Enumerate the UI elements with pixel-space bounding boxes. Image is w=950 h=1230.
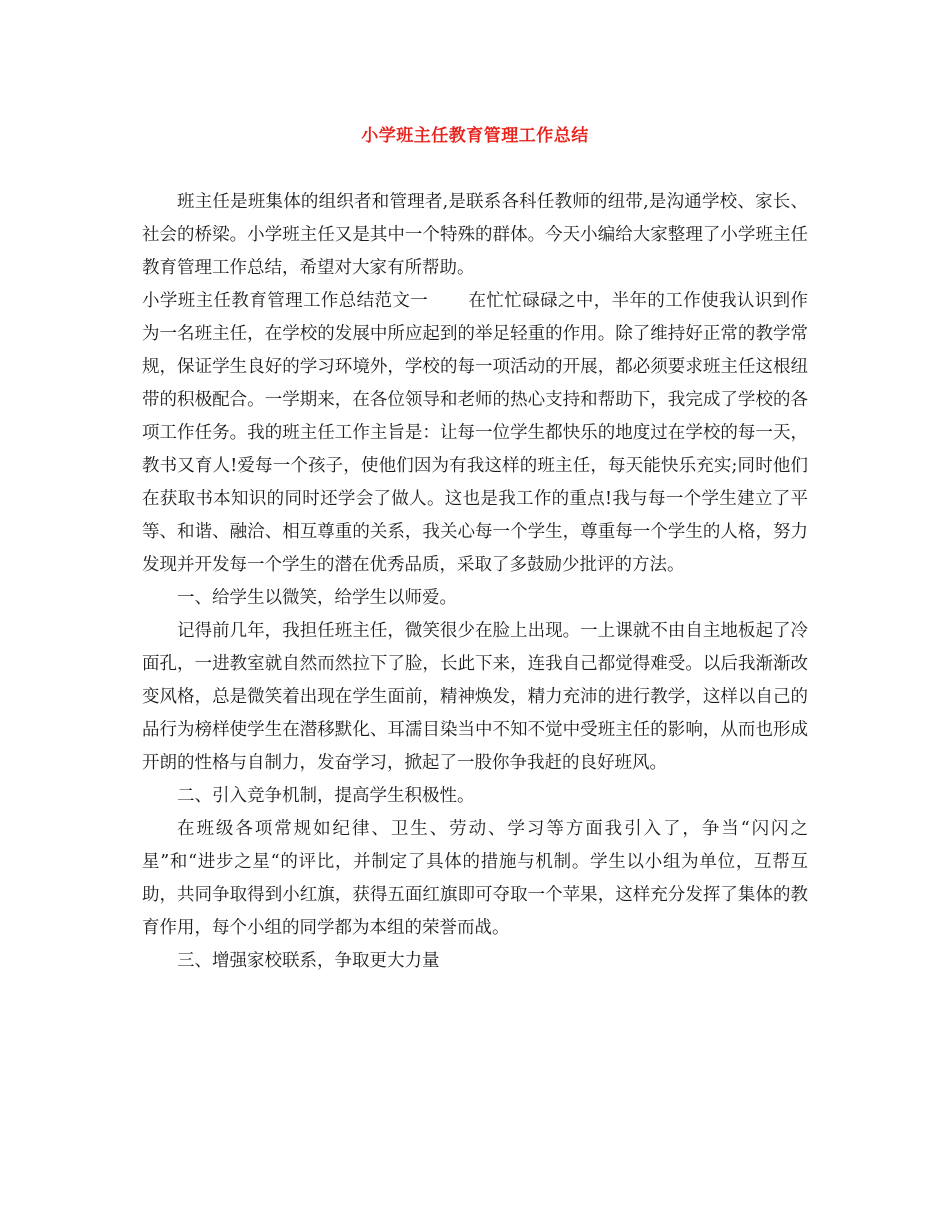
section-3-heading: 三、增强家校联系，争取更大力量 [177,951,440,971]
sample-heading: 小学班主任教育管理工作总结范文一 [142,291,429,311]
section-1-paragraph: 记得前几年，我担任班主任，微笑很少在脸上出现。一上课就不由自主地板起了冷面孔，一进教室就自然而然拉下了脸，长此下来，连我自己都觉得难受。以后我渐渐改变风格，总是微笑着出现在学生面前，精神焕发，精力充沛的进行教学，这样以自己的品行为榜样使学生在潜移默化、耳濡目染当中不知不觉中受班主任的影响，从而也形成开朗的性格与自制力，发奋学习，掀起了一股你争我赶的良好班风。 [142,621,808,773]
document-title: 小学班主任教育管理工作总结 [361,126,589,146]
section-1-heading: 一、给学生以微笑，给学生以师爱。 [177,588,457,608]
sample-paragraph [142,285,808,582]
section-2-paragraph: 在班级各项常规如纪律、卫生、劳动、学习等方面我引入了，争当“闪闪之星”和“进步之星“的评比，并制定了具体的措施与机制。学生以小组为单位，互帮互助，共同争取得到小红旗，获得五面红旗即可夺取一个苹果，这样充分发挥了集体的教育作用，每个小组的同学都为本组的荣誉而战。 [142,819,808,938]
document-body [142,186,808,978]
sample-body: 在忙忙碌碌之中，半年的工作使我认识到作为一名班主任，在学校的发展中所应起到的举足轻重的作用。除了维持好正常的教学常规，保证学生良好的学习环境外，学校的每一项活动的开展，都必须要求班主任这根纽带的积极配合。一学期来，在各位领导和老师的热心支持和帮助下，我完成了学校的各项工作任务。我的班主任工作主旨是：让每一位学生都快乐的地度过在学校的每一天，教书又育人!爱每一个孩子，使他们因为有我这样的班主任，每天能快乐充实;同时他们在获取书本知识的同时还学会了做人。这也是我工作的重点!我与每一个学生建立了平等、和谐、融洽、相互尊重的关系，我关心每一个学生，尊重每一个学生的人格，努力发现并开发每一个学生的潜在优秀品质，采取了多鼓励少批评的方法。 [142,291,808,575]
section-2-heading: 二、引入竞争机制，提高学生积极性。 [177,786,475,806]
intro-paragraph: 班主任是班集体的组织者和管理者,是联系各科任教师的纽带,是沟通学校、家长、社会的桥梁。小学班主任又是其中一个特殊的群体。今天小编给大家整理了小学班主任教育管理工作总结，希望对大家有所帮助。 [142,192,808,278]
